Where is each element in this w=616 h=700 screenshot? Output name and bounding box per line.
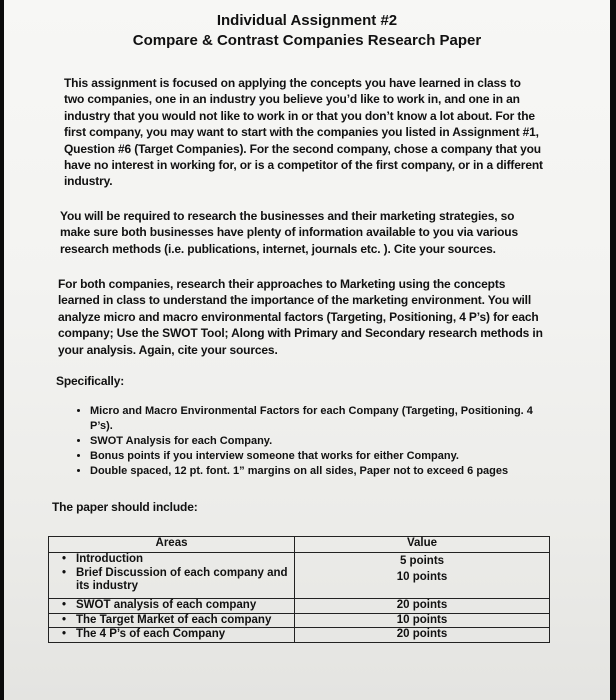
page-title: Individual Assignment #2	[216, 12, 398, 29]
specifically-heading: Specifically:	[56, 374, 125, 388]
table-row	[49, 613, 550, 628]
table-row-area: • Brief Discussion of each company and its industry	[52, 567, 291, 594]
areas-header: Areas	[49, 537, 295, 553]
intro-paragraph: This assignment is focused on applying the concepts you have learned in class to two companies, one in an industry you believe you’d like to work in, and one in an industry that you would not like to work in or that you don’t know a lot about. For the first company, you may want to start with the companies you listed in Assignment #1, Question #6 (Target Companies). For the second company, chose a company that you have no interest in working for, or is a competitor of the first company, or in a different industry.	[64, 76, 543, 189]
bullet-icon: •	[61, 553, 67, 565]
bullet-icon: •	[61, 599, 67, 611]
table-row	[49, 553, 550, 599]
list-item: • Micro and Macro Environmental Factors for each Company (Targeting, Positioning. 4 P’s).	[90, 404, 550, 434]
page-subtitle: Compare & Contrast Companies Research Paper	[132, 32, 482, 49]
table-row-value: 10 points	[396, 571, 448, 583]
research-paragraph: You will be required to research the businesses and their marketing strategies, so make sure both businesses have plenty of information available to you via various research methods (i.e. publications, internet, journals etc. ). Cite your sources.	[60, 209, 518, 256]
table-row-value: 20 points	[295, 599, 550, 614]
table-row-area: • SWOT analysis of each company	[52, 599, 291, 613]
table-row-area: • The Target Market of each company	[52, 614, 291, 628]
table-row	[49, 599, 550, 614]
requirements-list	[70, 404, 550, 479]
analysis-paragraph: For both companies, research their approaches to Marketing using the concepts learned in class to understand the importance of the marketing environment. You will analyze micro and macro environmental factors (Targeting, Positioning, 4 P’s) for each company; Use the SWOT Tool; Along with Primary and Secondary research methods in your analysis. Again, cite your sources.	[58, 277, 543, 357]
bullet-icon: •	[61, 628, 67, 640]
table-row	[49, 628, 550, 643]
assignment-page	[4, 0, 610, 700]
table-row-value: 5 points	[399, 555, 445, 567]
bullet-icon: •	[61, 613, 67, 626]
list-item: • Bonus points if you interview someone that works for either Company.	[90, 449, 550, 464]
value-header: Value	[295, 537, 550, 553]
table-row-area: • Introduction	[52, 553, 291, 567]
table-row-value: 10 points	[295, 613, 550, 628]
table-header-row	[49, 537, 550, 553]
table-row-value: 20 points	[295, 628, 550, 643]
bullet-icon: •	[61, 566, 67, 579]
list-item: • SWOT Analysis for each Company.	[90, 434, 550, 449]
list-item: • Double spaced, 12 pt. font. 1” margins on all sides, Paper not to exceed 6 pages	[90, 464, 550, 479]
table-row-area: • The 4 P’s of each Company	[52, 628, 291, 642]
grading-table	[48, 536, 550, 643]
include-heading: The paper should include:	[52, 500, 198, 514]
